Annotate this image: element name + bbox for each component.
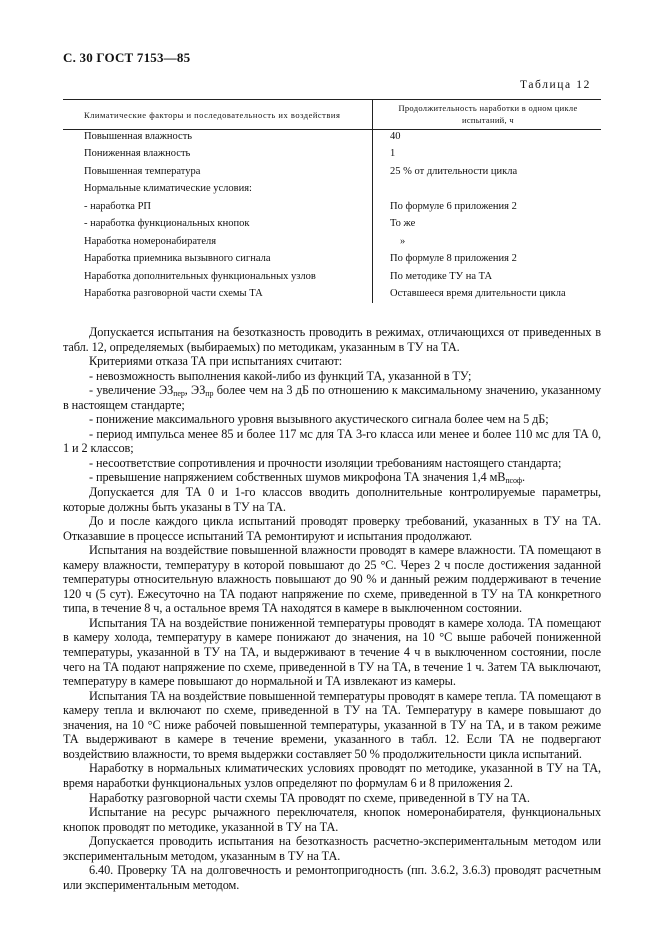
body-text [63,325,601,892]
table-cell-duration: Оставшееся время длительности цикла [390,288,566,299]
paragraph: До и после каждого цикла испытаний проводят проверку требований, указанных в ТУ на ТА. Отказавшие в процессе испытаний ТА ремонтируют и испытания продолжают. [63,514,601,543]
table-column-divider [372,99,373,303]
table-cell-duration: По формуле 6 приложения 2 [390,201,517,212]
table-header-rule [63,129,601,130]
paragraph: Испытания ТА на воздействие повышенной температуры проводят в камере тепла. ТА помещают в камеру тепла и включают по схеме, приведенной в ТУ на ТА. Температуру в камере повышают до значения, на 10 °С ниже рабочей повышенной температуры, указанной в ТУ на ТА, и в таком режиме ТА выдерживают в камере в течение времени, указанного в табл. 12. Если ТА не подвергают воздействию влажности, то время выдержки составляет 50 % продолжительности цикла испытаний. [63,688,601,761]
paragraph: Допускается проводить испытания на безотказность расчетно-экспериментальным методом или экспериментальным методом, указанным в ТУ на ТА. [63,834,601,863]
paragraph: Наработку разговорной части схемы ТА проводят по схеме, приведенной в ТУ на ТА. [89,790,530,805]
table-cell-factor: Наработка разговорной части схемы ТА [84,288,263,299]
table-cell-factor: Пониженная влажность [84,148,191,159]
table-cell-factor: - наработка функциональных кнопок [84,218,250,229]
table-header-factors: Климатические факторы и последовательность их воздействия [84,110,341,120]
table-cell-factor: - наработка РП [84,201,152,212]
paragraph: Испытание на ресурс рычажного переключателя, кнопок номеронабирателя, функциональных кнопок проводят по методике, указанной в ТУ на ТА. [63,805,601,834]
table-cell-factor: Повышенная влажность [84,131,193,142]
page-header: С. 30 ГОСТ 7153—85 [63,50,191,65]
bullet-item: - несоответствие сопротивления и прочности изоляции требованиям настоящего стандарта; [89,455,562,470]
paragraph: 6.40. Проверку ТА на долговечность и ремонтопригодность (пп. 3.6.2, 3.6.3) проводят расчетным или экспериментальным методом. [63,863,601,892]
bullet-item: - период импульса менее 85 и более 117 мс для ТА 3-го класса или менее и более 110 мс для ТА 0, 1 и 2 классов; [63,426,601,456]
bullet-item: - понижение максимального уровня вызывного акустического сигнала более чем на 5 дБ; [89,412,549,427]
table-cell-factor: Наработка дополнительных функциональных узлов [84,271,316,282]
table-cell-factor: Повышенная температура [84,166,201,177]
table-cell-duration: То же [390,218,416,229]
table-cell-duration: 25 % от длительности цикла [390,166,518,177]
table-cell-duration: 1 [390,148,396,159]
paragraph: Испытания на воздействие повышенной влажности проводят в камере влажности. ТА помещают в камеру влажности, температуру в которой повышают до 25 °С. Через 2 ч после достижения заданной температуры относительную влажность повышают до 90 % и данный режим поддерживают в течение 120 ч (5 сут). Ежесуточно на ТА подают напряжение по схеме, приведенной в ТУ на ТА конкретного типа, в течение 8 ч, а остальное время ТА находятся в камере в выключенном состоянии. [63,543,601,616]
paragraph: Испытания ТА на воздействие пониженной температуры проводят в камере холода. ТА помещают в камеру холода, температуру в камере понижают до значения, на 10 °С выше рабочей пониженной температуры, указанной в ТУ на ТА, и выдерживают в течение 4 ч в выключенном состоянии, после чего на ТА подают напряжение по схеме, приведенной в ТУ на ТА, в течение 1 ч. Затем ТА выключают, температуру в камере повышают до нормальной и ТА извлекают из камеры. [63,615,601,689]
paragraph: Критериями отказа ТА при испытаниях считают: [89,354,343,369]
paragraph: Наработку в нормальных климатических условиях проводят по методике, указанной в ТУ на ТА, время наработки функциональных узлов определяют по формулам 6 и 8 приложения 2. [63,761,601,790]
table-cell-factor: Нормальные климатические условия: [84,183,252,194]
table-header-duration: Продолжительность наработки в одном цикле испытаний, ч [398,103,578,125]
table-cell-duration: По методике ТУ на ТА [390,271,493,282]
bullet-item: - увеличение $ЭЗ_{пер}$, $ЭЗ_{пр}$ более чем на 3 дБ по отношению к максимальному значению, указанному в настоящем стандарте; [63,383,601,412]
table-cell-duration: 40 [390,131,401,142]
table-cell-duration: » [400,236,406,247]
paragraph: Допускается испытания на безотказность проводить в режимах, отличающихся от приведенных в табл. 12, определяемых (выбираемых) по методикам, указанным в ТУ на ТА. [63,325,601,354]
paragraph: Допускается для ТА 0 и 1-го классов вводить дополнительные контролируемые параметры, которые должны быть указаны в ТУ на ТА. [63,485,601,514]
table-caption: Таблица 12 [520,79,591,91]
table-cell-factor: Наработка приемника вызывного сигнала [84,253,271,264]
bullet-item: - превышение напряжением собственных шумов микрофона ТА значения 1,4 $мВ_{псоф}$. [89,470,525,486]
table-cell-duration: По формуле 8 приложения 2 [390,253,517,264]
table-top-rule [63,99,601,100]
bullet-item: - невозможность выполнения какой-либо из функций ТА, указанной в ТУ; [89,368,472,383]
table-cell-factor: Наработка номеронабирателя [84,236,217,247]
